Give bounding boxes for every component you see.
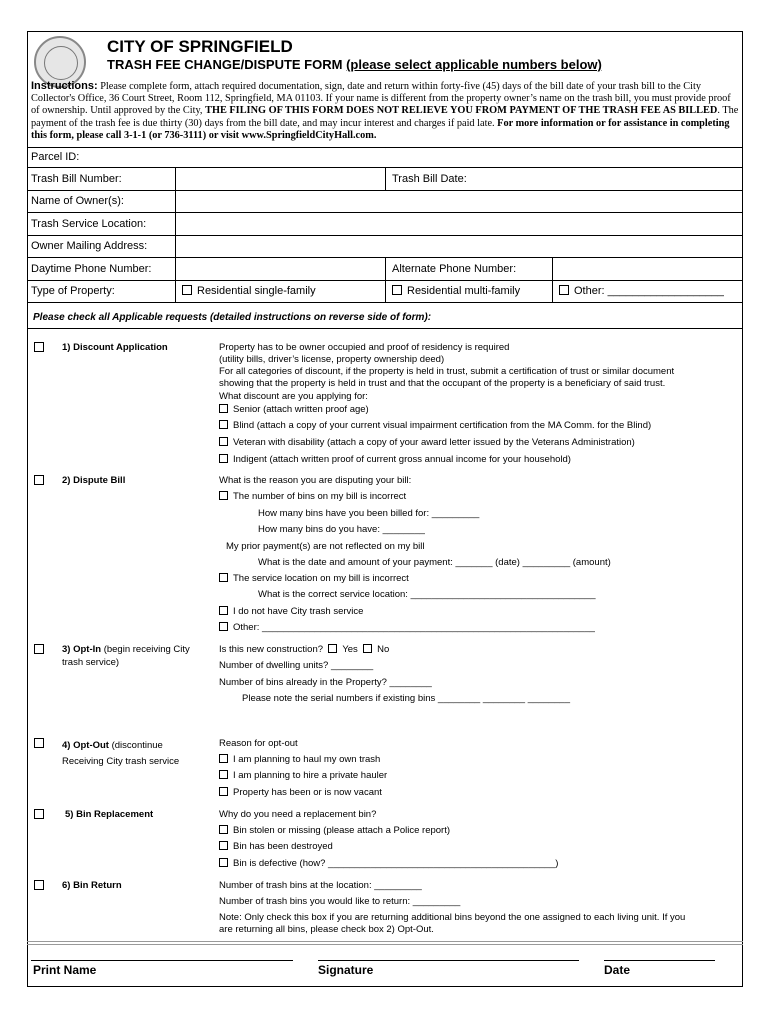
indigent-option[interactable]: [219, 454, 571, 465]
instructions-bold1: THE FILING OF THIS FORM DOES NOT RELIEVE YOU FROM PAYMENT OF THE TRASH FEE AS BILLED: [205, 105, 718, 117]
bin-destroyed-label: Bin has been destroyed: [233, 841, 333, 852]
payment-line: What is the date and amount of your payment: _______ (date) _________ (amount): [258, 557, 611, 568]
prior-payment-label: My prior payment(s) are not reflected on my bill: [226, 541, 425, 552]
opt-in-title-rest: (begin receiving City: [101, 644, 190, 655]
divider: [27, 941, 743, 942]
single-family-label: Residential single-family: [197, 285, 316, 297]
opt-in-title-line2: trash service): [62, 656, 120, 668]
bins-have-line: How many bins do you have: ________: [258, 524, 425, 535]
serial-numbers-line: Please note the serial numbers if existing bins ________ ________ ________: [242, 693, 570, 704]
opt-out-title-line2: Receiving City trash service: [62, 756, 180, 767]
opt-out-question: Reason for opt-out: [219, 738, 298, 749]
divider: [27, 328, 743, 329]
checkbox[interactable]: [34, 809, 44, 819]
divider: [385, 257, 386, 302]
multi-family-checkbox[interactable]: [392, 285, 402, 295]
senior-checkbox[interactable]: [219, 404, 228, 413]
bin-replacement-title-text: 5) Bin Replacement: [65, 809, 154, 820]
divider: [175, 167, 176, 302]
blind-checkbox[interactable]: [219, 420, 228, 429]
instructions-bold2: For more information or for assistance in completing this form, please call 3-1-1 (or 736-3111) or visit www.SpringfieldCityHall.com.: [31, 117, 730, 141]
mailing-address-label: Owner Mailing Address:: [31, 240, 148, 252]
indigent-checkbox[interactable]: [219, 454, 228, 463]
s1-line1: Property has to be owner occupied and proof of residency is required: [219, 342, 510, 353]
haul-own-checkbox[interactable]: [219, 754, 228, 763]
replacement-question: Why do you need a replacement bin?: [219, 809, 377, 820]
single-family-checkbox[interactable]: [182, 285, 192, 295]
signature-line[interactable]: [318, 960, 579, 961]
private-hauler-label: I am planning to hire a private hauler: [233, 770, 388, 781]
form-title-note: (please select applicable numbers below): [346, 57, 602, 72]
location-incorrect-checkbox[interactable]: [219, 573, 228, 582]
other-property-label: Other: ___________________: [574, 285, 724, 297]
bin-defective-label: Bin is defective (how? ___________________________________________): [233, 858, 559, 869]
other-property-option[interactable]: [559, 285, 724, 297]
owner-name-label: Name of Owner(s):: [31, 195, 124, 207]
discount-application-title: [62, 342, 168, 355]
dispute-other-option[interactable]: [219, 622, 595, 633]
form-title-text: TRASH FEE CHANGE/DISPUTE FORM: [107, 57, 343, 72]
service-location-label: Trash Service Location:: [31, 218, 147, 230]
form-title: [107, 57, 602, 72]
alternate-phone-label: Alternate Phone Number:: [392, 263, 517, 275]
instructions-text1: Please complete form, attach required documentation, sign, date and return within forty-five (45) days of the bill date of your trash bill to the City Collector's Office, 36 Court Street, Room 112, Springfield, MA 01103. If your name is different from the property owner’s name on the trash bill, you must provide proof of ownership. Until approved by the City,: [31, 81, 731, 117]
s2-question: What is the reason you are disputing your bill:: [219, 475, 412, 486]
correct-location-line: What is the correct service location: ___________________________________: [258, 589, 596, 600]
instructions-block: [31, 80, 739, 142]
divider: [27, 302, 743, 303]
requests-heading: Please check all Applicable requests (detailed instructions on reverse side of form):: [33, 312, 432, 323]
bins-incorrect-label: The number of bins on my bill is incorrect: [233, 491, 407, 502]
bin-stolen-option[interactable]: [219, 825, 450, 836]
multi-family-option[interactable]: [392, 285, 520, 297]
dispute-bill-title: [62, 475, 125, 488]
bins-billed-line: How many bins have you been billed for: _________: [258, 508, 480, 519]
no-service-label: I do not have City trash service: [233, 606, 364, 617]
divider: [552, 257, 553, 302]
bins-incorrect-checkbox[interactable]: [219, 491, 228, 500]
instructions-label: Instructions:: [31, 80, 98, 92]
dispute-bill-checkbox[interactable]: [34, 475, 49, 487]
veteran-checkbox[interactable]: [219, 437, 228, 446]
bin-stolen-label: Bin stolen or missing (please attach a Police report): [233, 825, 451, 836]
bin-return-title-text: 6) Bin Return: [62, 880, 122, 891]
opt-out-checkbox[interactable]: [34, 738, 49, 750]
divider: [27, 944, 743, 945]
s1-line4: showing that the property is held in trust and that the occupant of the property is a beneficiary of said trust.: [219, 378, 666, 389]
bin-defective-checkbox[interactable]: [219, 858, 228, 867]
vacant-label: Property has been or is now vacant: [233, 787, 382, 798]
multi-family-label: Residential multi-family: [407, 285, 521, 297]
s1-line3: For all categories of discount, if the property is held in trust, submit a certification of trust or similar document: [219, 366, 675, 377]
daytime-phone-label: Daytime Phone Number:: [31, 263, 152, 275]
discount-application-checkbox[interactable]: [34, 342, 49, 354]
private-hauler-checkbox[interactable]: [219, 770, 228, 779]
checkbox[interactable]: [34, 644, 44, 654]
single-family-option[interactable]: [182, 285, 316, 297]
instructions-text2: . The payment of the trash fee is due thirty (30) days from the bill date, and may incur interest and charges if paid late.: [31, 105, 739, 129]
parcel-id-label: Parcel ID:: [31, 151, 80, 163]
senior-label: Senior (attach written proof age): [233, 404, 369, 415]
private-hauler-option[interactable]: [219, 770, 387, 781]
divider: [27, 235, 743, 236]
opt-in-title-text: 3) Opt-In: [62, 644, 102, 655]
location-incorrect-label: The service location on my bill is incorrect: [233, 573, 409, 584]
bins-incorrect-option[interactable]: [219, 491, 406, 502]
trash-bill-date-label: Trash Bill Date:: [392, 173, 467, 185]
date-label: Date: [604, 963, 631, 977]
dispute-other-label: Other: _______________________________________________________________: [233, 622, 595, 633]
checkbox[interactable]: [34, 738, 44, 748]
bin-replacement-checkbox[interactable]: [34, 809, 49, 821]
divider: [27, 190, 743, 191]
other-property-checkbox[interactable]: [559, 285, 569, 295]
checkbox[interactable]: [34, 475, 44, 485]
opt-out-title: [62, 738, 179, 770]
haul-own-option[interactable]: [219, 754, 380, 765]
opt-in-title: [62, 644, 190, 669]
s1-line5: What discount are you applying for:: [219, 391, 368, 402]
veteran-option[interactable]: [219, 437, 635, 448]
bins-return-line: Number of trash bins you would like to return: _________: [219, 896, 461, 907]
yes-checkbox[interactable]: [328, 644, 337, 653]
dispute-bill-title-text: 2) Dispute Bill: [62, 475, 126, 486]
no-checkbox[interactable]: [363, 644, 372, 653]
yes-label: Yes: [342, 644, 358, 655]
opt-out-title-text: 4) Opt-Out: [62, 740, 109, 751]
bin-destroyed-option[interactable]: [219, 841, 333, 852]
no-label: No: [377, 644, 390, 655]
print-name-label: Print Name: [33, 963, 97, 977]
opt-out-title-rest: (discontinue: [108, 740, 163, 751]
veteran-label: Veteran with disability (attach a copy of your award letter issued by the Veterans Administration): [233, 437, 635, 448]
dwelling-units-line: Number of dwelling units? ________: [219, 660, 374, 671]
no-service-option[interactable]: [219, 606, 363, 617]
vacant-checkbox[interactable]: [219, 787, 228, 796]
print-name-line[interactable]: [31, 960, 293, 961]
bins-already-line: Number of bins already in the Property? ________: [219, 677, 432, 688]
trash-bill-number-label: Trash Bill Number:: [31, 173, 122, 185]
divider: [385, 167, 386, 190]
s1-line2: (utility bills, driver’s license, property ownership deed): [219, 354, 445, 365]
discount-application-title-text: 1) Discount Application: [62, 342, 168, 353]
dispute-other-checkbox[interactable]: [219, 622, 228, 631]
divider: [27, 147, 743, 148]
signature-label: Signature: [318, 963, 374, 977]
bin-return-title: [62, 880, 122, 893]
haul-own-label: I am planning to haul my own trash: [233, 754, 381, 765]
divider: [27, 212, 743, 213]
no-service-checkbox[interactable]: [219, 606, 228, 615]
bin-defective-option[interactable]: [219, 858, 558, 869]
opt-in-checkbox[interactable]: [34, 644, 49, 656]
bin-stolen-checkbox[interactable]: [219, 825, 228, 834]
blind-label: Blind (attach a copy of your current visual impairment certification from the MA Comm. for the Blind): [233, 420, 652, 431]
bin-return-checkbox[interactable]: [34, 880, 49, 892]
bin-return-note1: Note: Only check this box if you are returning additional bins beyond the one assigned to each living unit. If you: [219, 912, 686, 923]
checkbox[interactable]: [34, 342, 44, 352]
new-construction-row: [219, 644, 389, 655]
bins-at-location-line: Number of trash bins at the location: _________: [219, 880, 422, 891]
bin-replacement-title: [65, 809, 153, 822]
indigent-label: Indigent (attach written proof of current gross annual income for your household): [233, 454, 571, 465]
blind-option[interactable]: [219, 420, 651, 431]
new-construction-question: Is this new construction?: [219, 644, 324, 655]
date-line[interactable]: [604, 960, 715, 961]
senior-option[interactable]: [219, 404, 369, 415]
bin-return-note2: are returning all bins, please check box 2) Opt-Out.: [219, 924, 434, 935]
bin-destroyed-checkbox[interactable]: [219, 841, 228, 850]
checkbox[interactable]: [34, 880, 44, 890]
location-incorrect-option[interactable]: [219, 573, 409, 584]
property-type-label: Type of Property:: [31, 285, 115, 297]
city-title: CITY OF SPRINGFIELD: [107, 37, 293, 56]
vacant-option[interactable]: [219, 787, 382, 798]
